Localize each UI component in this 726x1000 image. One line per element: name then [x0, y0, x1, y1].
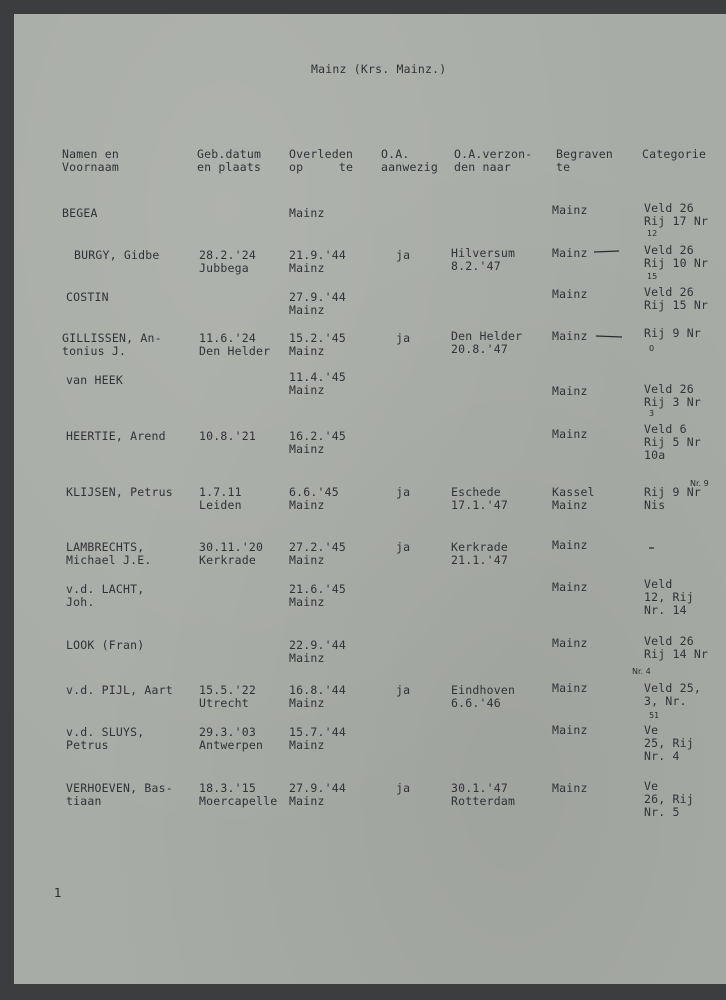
row-sent: Den Helder 20.8.'47: [451, 329, 523, 356]
row-name: LAMBRECHTS, Michael J.E.: [66, 540, 152, 567]
row-oa: ja: [396, 331, 411, 345]
header-name: Namen en Voornaam: [62, 147, 119, 174]
row-name: HEERTIE, Arend: [66, 429, 166, 443]
row-category: Veld 26 Rij 3 Nr: [644, 382, 701, 409]
row-birth: 29.3.'03 Antwerpen: [199, 725, 264, 752]
row-name: BURGY, Gidbe: [74, 248, 160, 262]
row-buried: Mainz: [552, 681, 588, 695]
header-buried: Begraven te: [556, 147, 613, 174]
row-buried: Mainz: [552, 203, 588, 217]
row-death: Mainz: [289, 206, 325, 220]
row-birth: 18.3.'15 Moercapelle: [199, 781, 278, 808]
pencil-note: 0: [649, 344, 655, 353]
row-birth: 10.8.'21: [199, 429, 256, 443]
row-name: v.d. PIJL, Aart: [66, 683, 173, 697]
row-buried: Mainz: [552, 723, 588, 737]
row-death: 6.6.'45 Mainz: [289, 485, 339, 512]
row-name: van HEEK: [66, 373, 123, 387]
row-category: Veld 26 Rij 15 Nr: [644, 285, 709, 312]
pencil-note: 12: [647, 229, 658, 238]
document-page: [14, 14, 726, 984]
header-death: Overleden op te: [289, 147, 354, 174]
row-name: KLIJSEN, Petrus: [66, 485, 173, 499]
row-death: 27.9.'44 Mainz: [289, 781, 346, 808]
row-death: 15.2.'45 Mainz: [289, 331, 346, 358]
row-birth: 1.7.11 Leiden: [199, 485, 242, 512]
row-oa: ja: [396, 540, 411, 554]
row-buried: Mainz: [552, 384, 588, 398]
row-name: GILLISSEN, An- tonius J.: [62, 331, 162, 358]
row-oa: ja: [396, 781, 411, 795]
row-birth: 30.11.'20 Kerkrade: [199, 540, 264, 567]
row-death: 16.2.'45 Mainz: [289, 429, 346, 456]
row-sent: Eschede 17.1.'47: [451, 485, 508, 512]
pencil-note: 3: [649, 409, 655, 418]
row-category: Veld 6 Rij 5 Nr 10a: [644, 422, 701, 462]
row-buried: Mainz: [552, 538, 588, 552]
row-birth: 15.5.'22 Utrecht: [199, 683, 256, 710]
row-buried: Mainz: [552, 427, 588, 441]
row-sent: Eindhoven 6.6.'46: [451, 683, 516, 710]
row-name: LOOK (Fran): [66, 638, 145, 652]
header-oa: O.A. aanwezig: [381, 147, 438, 174]
row-sent: 30.1.'47 Rotterdam: [451, 781, 516, 808]
header-birth: Geb.datum en plaats: [197, 147, 262, 174]
pencil-strikes: [594, 239, 654, 569]
row-death: 15.7.'44 Mainz: [289, 725, 346, 752]
row-death: 21.6.'45 Mainz: [289, 582, 346, 609]
row-buried: Mainz: [552, 636, 588, 650]
row-buried: Mainz: [552, 287, 588, 301]
row-category: Ve 25, Rij Nr. 4: [644, 723, 694, 763]
row-category: Ve 26, Rij Nr. 5: [644, 779, 694, 819]
row-death: 21.9.'44 Mainz: [289, 248, 346, 275]
row-birth: 28.2.'24 Jubbega: [199, 248, 256, 275]
row-category: Veld 26 Rij 14 Nr: [644, 634, 709, 661]
row-category: Veld 25, 3, Nr.: [644, 681, 701, 708]
row-death: 22.9.'44 Mainz: [289, 638, 346, 665]
row-oa: ja: [396, 683, 411, 697]
row-death: 16.8.'44 Mainz: [289, 683, 346, 710]
row-buried: Mainz: [552, 246, 588, 260]
pencil-note: Nr. 9: [690, 479, 709, 488]
header-sent: O.A.verzon- den naar: [454, 147, 533, 174]
pencil-note: 51: [649, 711, 660, 720]
pencil-note: 15: [647, 272, 658, 281]
pencil-strike: [596, 336, 622, 337]
row-oa: ja: [396, 485, 411, 499]
row-category: Veld 26 Rij 10 Nr: [644, 243, 709, 270]
row-category: Veld 12, Rij Nr. 14: [644, 577, 694, 617]
row-buried: Mainz: [552, 329, 588, 343]
row-sent: Kerkrade 21.1.'47: [451, 540, 508, 567]
row-birth: 11.6.'24 Den Helder: [199, 331, 271, 358]
row-sent: Hilversum 8.2.'47: [451, 246, 516, 273]
pencil-strike: [594, 251, 619, 252]
row-category: Veld 26 Rij 17 Nr: [644, 201, 709, 228]
row-death: 11.4.'45 Mainz: [289, 370, 346, 397]
row-death: 27.2.'45 Mainz: [289, 540, 346, 567]
row-name: BEGEA: [62, 206, 98, 220]
row-category: Rij 9 Nr Nis: [644, 485, 701, 512]
pencil-note: Nr. 4: [632, 667, 651, 676]
row-buried: Mainz: [552, 781, 588, 795]
row-name: v.d. LACHT, Joh.: [66, 582, 145, 609]
row-buried: Kassel Mainz: [552, 485, 595, 512]
row-death: 27.9.'44 Mainz: [289, 290, 346, 317]
row-buried: Mainz: [552, 580, 588, 594]
page-title: Mainz (Krs. Mainz.): [311, 62, 447, 76]
row-name: COSTIN: [66, 290, 109, 304]
row-name: v.d. SLUYS, Petrus: [66, 725, 145, 752]
row-name: VERHOEVEN, Bas- tiaan: [66, 781, 173, 808]
row-category: Rij 9 Nr: [644, 326, 701, 340]
row-oa: ja: [396, 248, 411, 262]
header-category: Categorie: [642, 147, 707, 161]
corner-mark: 1: [54, 886, 62, 900]
